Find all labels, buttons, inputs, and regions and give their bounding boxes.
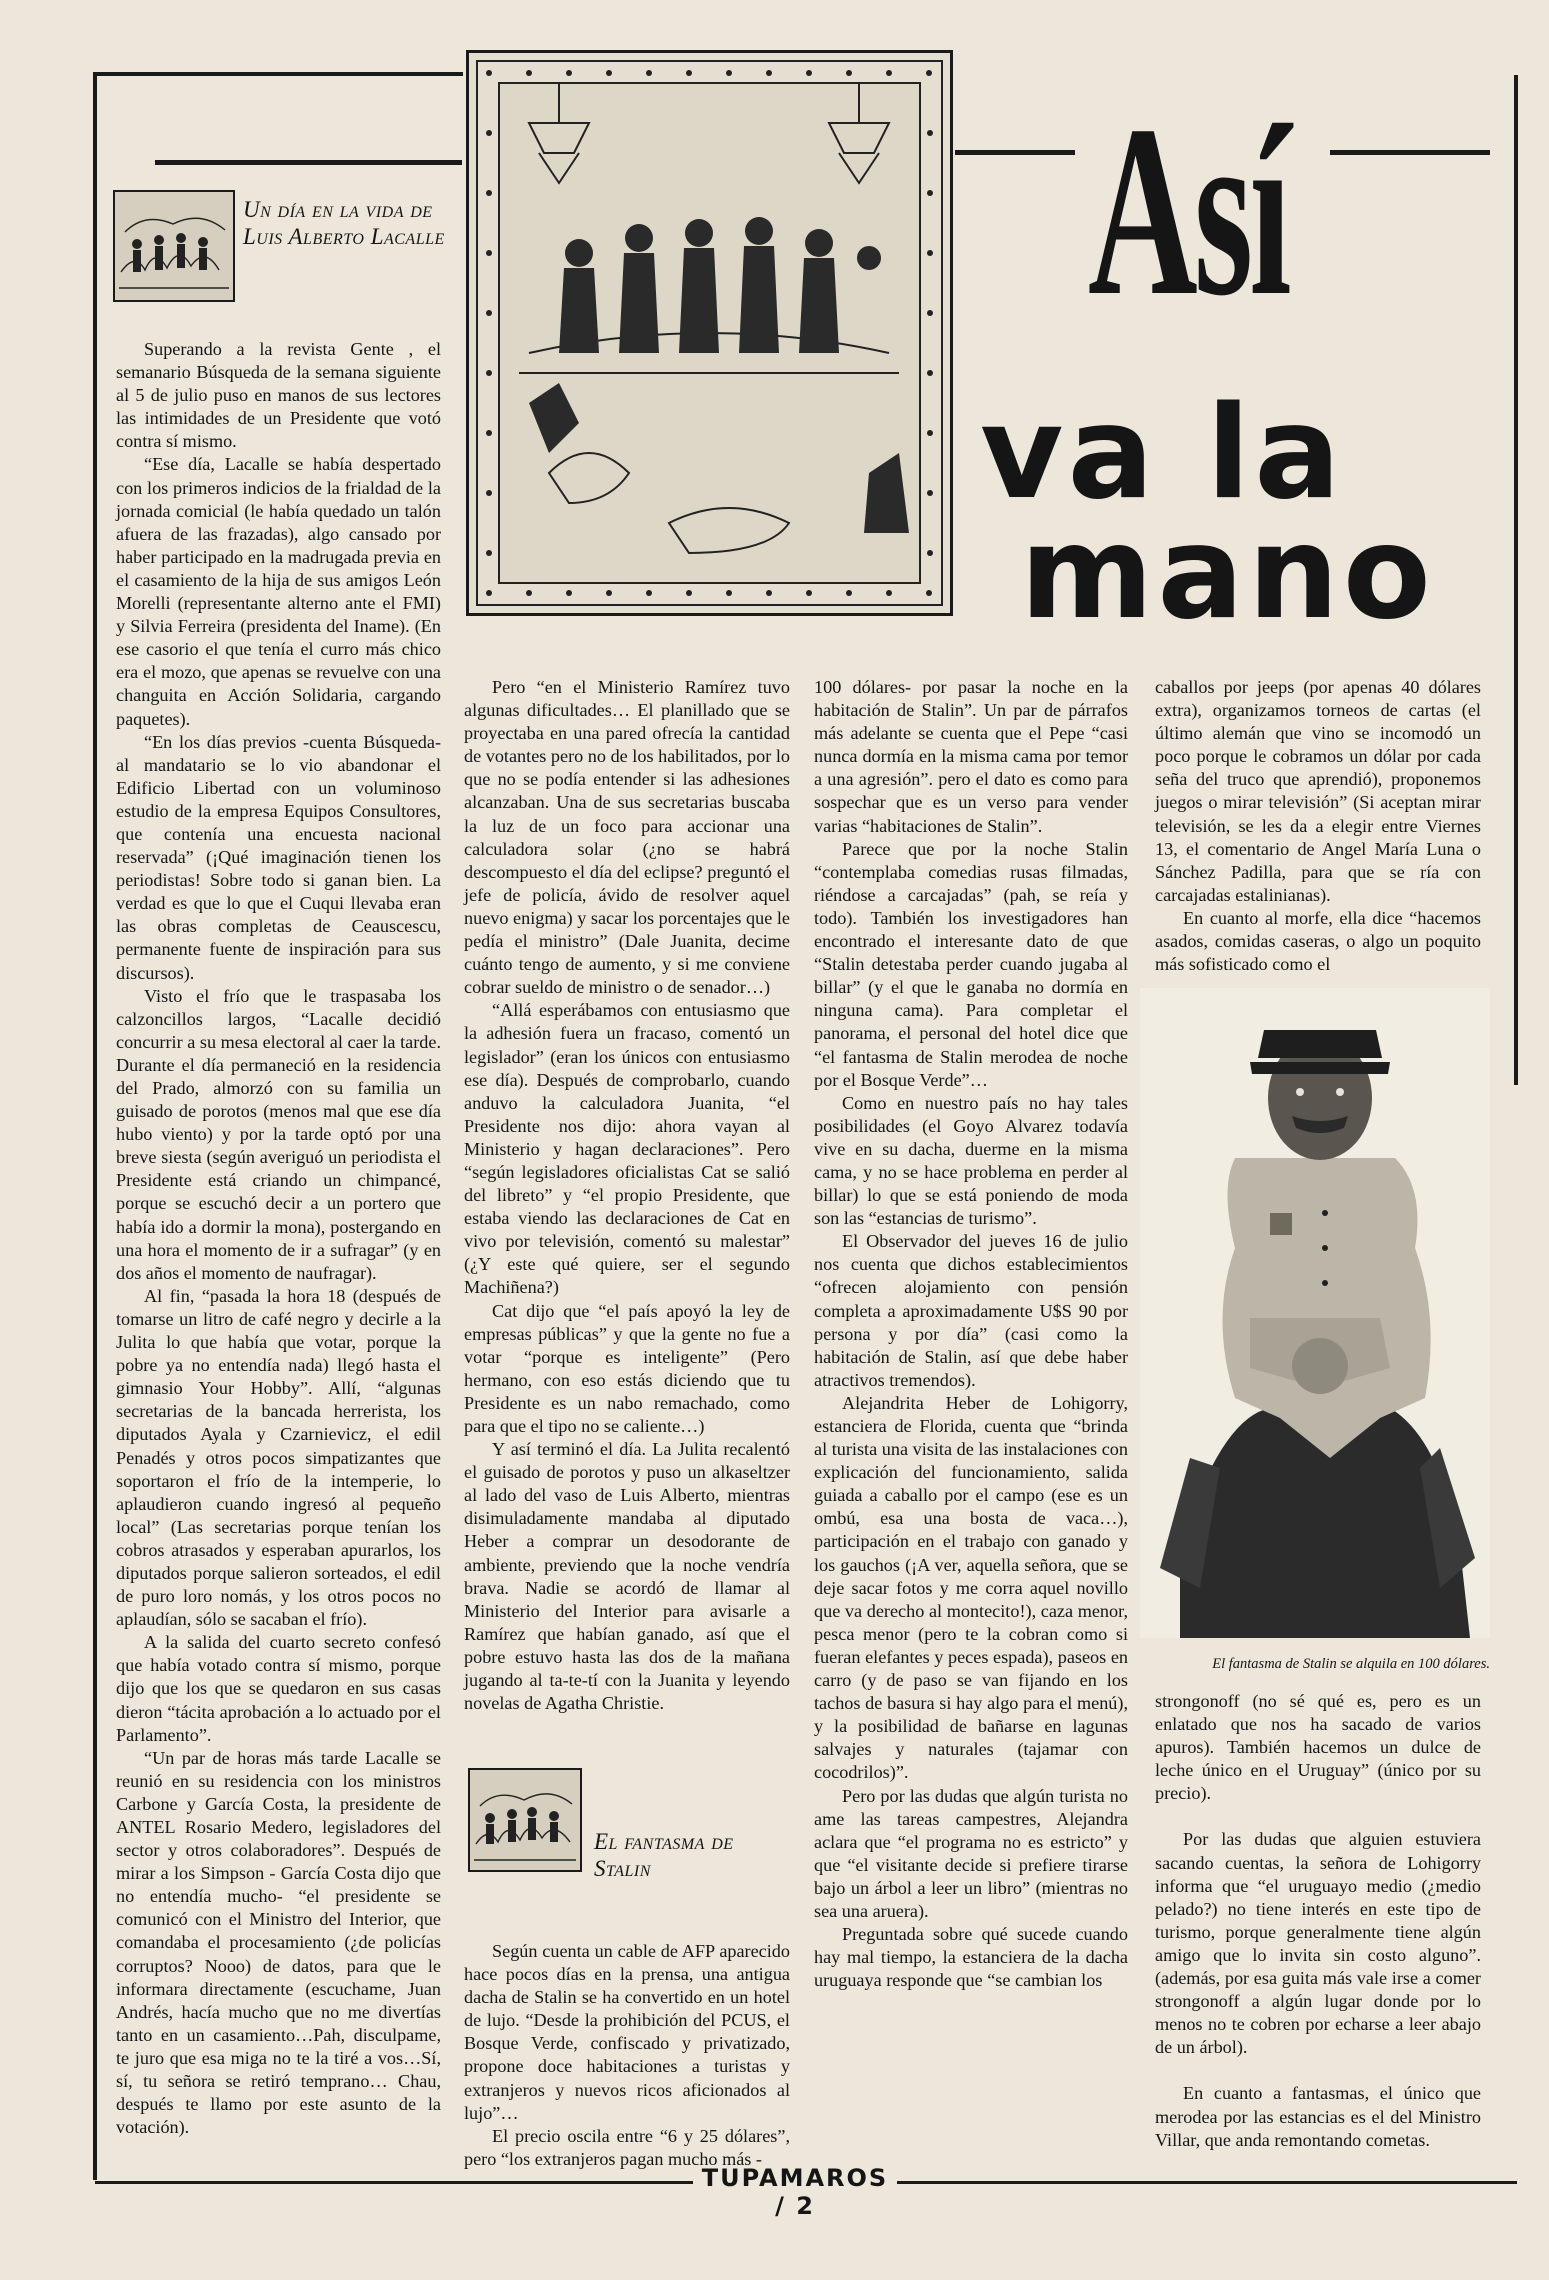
col3-paragraph: El Observador del jueves 16 de julio nos cuenta que dichos establecimientos “ofrecen alojamiento con pensión completa a aproximadamente U$S 90 por persona y por día” (casi como la habitación de Stalin, así que debe haber atractivos tremendos). (814, 1231, 1128, 1390)
col3-paragraph: 100 dólares- por pasar la noche en la habitación de Stalin”. Un par de párrafos más adelante se cuenta que el Pepe “casi nunca dormía en la misma cama por temor a una agresión”. pero el dato es como para sospechar que es un verso para vender varias “habitaciones de Stalin”. (814, 677, 1128, 836)
crowd-woodcut-icon (470, 1770, 580, 1870)
footer-rule-right (897, 2181, 1517, 2184)
col1-paragraph: Superando a la revista Gente , el semanario Búsqueda de la semana siguiente al 5 de julio puso en manos de sus lectores las intimidades de un Presidente que votó contra sí mismo. (116, 339, 441, 452)
col3-paragraph: Parece que por la noche Stalin “contemplaba comedias rusas filmadas, riéndose a carcajadas” (pah, se reía y todo). También los investigadores han encontrado el interesante dato de que “Stalin detestaba perder cuando jugaba al billar” (y el que le ganaba no dormía en ninguna cama). Para completar el panorama, el personal del hotel dice que “el fantasma de Stalin merodea de noche por el Bosque Verde”… (814, 838, 1128, 1090)
col2b-paragraph: El precio oscila entre “6 y 25 dólares”, pero “los extranjeros pagan mucho más - (464, 2125, 790, 2169)
col4b-paragraph: En cuanto a fantasmas, el único que merodea por las estancias es el del Ministro Villar, que anda remontando cometas. (1155, 2083, 1481, 2150)
col2-paragraph: Y así terminó el día. La Julita recalentó el guisado de porotos y puso un alkaseltzer al lado del vaso de Luis Alberto, mientras disimuladamente mandaba al diputado Heber a comprar un desodorante de ambiente, previendo que la noche vendría brava. Nadie se acordó de llamar al Ministerio del Interior para avisarle a Ramírez que habían ganado, así que el pobre estuvo hasta las dos de la mañana jugando al ta-te-tí con la Juanita y leyendo novelas de Agatha Christie. (464, 1439, 790, 1714)
col3-paragraph: Como en nuestro país no hay tales posibilidades (el Goyo Alvarez todavía vive en su dacha, duerme en la misma cama, y no se hace problema en perder al billar) lo que se está poniendo de moda son las “estancias de turismo”. (814, 1092, 1128, 1229)
footer-label: TUPAMAROS / 2 (701, 2164, 889, 2220)
header-rule-left (155, 160, 462, 165)
stalin-portrait-icon (1140, 988, 1490, 1638)
article-column-2 (464, 676, 790, 1715)
page-frame-top (93, 72, 463, 76)
banquet-illustration (466, 50, 953, 616)
article-column-2b (464, 1940, 790, 2171)
headline-line3: mano (1020, 499, 1435, 648)
col1-paragraph: Al fin, “pasada la hora 18 (después de tomarse un litro de café negro y decirle a la Julita lo que había que votar, porque la pobre ya no entendía nada) llegó hasta el gimnasio Your Hobby”. Allí, “algunas secretarias de la bancada herrerista, los diputados Ayala y Czarnievicz, el edil Penadés y otros pocos simpatizantes que soportaron el frío de la intemperie, lo aplaudieron cuando ingresó al pequeño local” (Las secretarias porque tenían los cobros atrasados y esperaban apurarlos, los diputados porque salieron sorteados, el edil de puro loro nomás, y los otros pocos no aplaudían, sólo se sacaban el frío). (116, 1285, 441, 1630)
col3-paragraph: Alejandrita Heber de Lohigorry, estanciera de Florida, cuenta que “brinda al turista una visita de las instalaciones con explicación del funcionamiento, salida guiada a caballo por el campo (ese es un ombú, esa una bosta de vaca…), participación en el trabajo con ganado y los gauchos (¡A ver, aquella señora, que se deje sacar fotos y me corra aquel novillo que va derecho al montecito!), caza menor, pesca menor (pero te la cobran como si fueran elefantes y peces espada), paseos en carro (y de paso se van fijando en los tachos de basura si hay algo para el menú), y la posibilidad de bañarse en lagunas salvajes y naturales (tajamar con cocodrilos)”. (814, 1392, 1128, 1783)
photo-caption: El fantasma de Stalin se alquila en 100 dólares. (1212, 1656, 1490, 1672)
col4-paragraph: En cuanto al morfe, ella dice “hacemos asados, comidas caseras, o algo un poquito más sofisticado como el (1155, 907, 1481, 975)
col1-paragraph: “Un par de horas más tarde Lacalle se reunió en su residencia con los ministros Carbone y García Costa, la presidente de ANTEL Rosario Medero, legisladores del sector y otros colaboradores”. Después de mirar a los Simpson - García Costa dijo que no entendía mucho- “el presidente se comunicó con el Ministro del Interior, que comandaba el procesamiento (¿de policías corruptos? Nooo) de datos, para que le informara directamente (escuchame, Juan Andrés, hacía mucho que no me divertías tanto en un casamiento…Pah, disculpame, te juro que esa miga no te la tiré a vos…Sí, sí, tu señora se retiró temprano… Chau, después te llamo por este asunto de la votación). (116, 1747, 441, 2138)
col1-paragraph: “En los días previos -cuenta Búsqueda- al mandatario se lo vio abandonar el Edificio Libertad con un voluminoso estudio de la empresa Equipos Consultores, que contenía una encuesta nacional reservada” (¡Qué imaginación tienen los periodistas! Sobre todo si ganan bien. La verdad es que lo que el Cuqui llevaba eran las obras completas de Ceauscescu, permanente fuente de inspiración para sus discursos). (116, 731, 441, 983)
banquet-engraving-icon (469, 53, 950, 613)
sidebar-woodcut (113, 190, 235, 302)
col2-paragraph: Pero “en el Ministerio Ramírez tuvo algunas dificultades… El planillado que se proyectaba en una pared ofrecía la cantidad de votantes pero no de los habilitados, por lo que no se podía entender si las adhesiones alcanzaban. Una de sus secretarias buscaba la luz de un foco para accionar una calculadora solar (¿no se habrá descompuesto el día del eclipse? preguntó el jefe de policía, ávido de resolver aquel nuevo enigma) y sacar los porcentajes que le pedía el ministro” (Dale Juanita, decime cuánto tengo de aumento, y si me conviene cobrar sueldo de ministro o de senador…) (464, 677, 790, 998)
article-column-4 (1155, 676, 1481, 976)
col2-paragraph: Cat dijo que “el país apoyó la ley de empresas públicas” y que la gente no fue a votar “porque es inteligente” (Pero hermano, con eso estás diciendo que tu Presidente es un nabo remachado, como para que el tipo no se caliente…) (464, 1300, 790, 1436)
section2-woodcut (468, 1768, 582, 1872)
col4b-paragraph: strongonoff (no sé qué es, pero es un enlatado que nos ha sacado de varios apuros). También hacemos un dulce de leche único en el Uruguay” (único por su precio). (1155, 1691, 1481, 1804)
header-rule-right-b (1330, 150, 1490, 155)
col3-paragraph: Pero por las dudas que algún turista no ame las tareas campestres, Alejandra aclara que “el programa no es estricto” y que “el visitante decide si prefiere tirarse bajo un árbol a leer un libro” (mientras no sea una aruera). (814, 1785, 1128, 1921)
article-column-1 (116, 338, 441, 2139)
page-frame-left (93, 72, 97, 2180)
section2-kicker: El fantasma de Stalin (594, 1829, 734, 1881)
header-rule-right-a (955, 150, 1075, 155)
col2-paragraph: “Allá esperábamos con entusiasmo que la adhesión fuera un fracaso, comentó un legislador” (eran los únicos con entusiasmo ese día). Después de comprobarlo, cuando anduvo la calculadora Juanita, “el Presidente nos dijo: ahora vayan al Ministerio y hagan declaraciones”. Pero “según legisladores oficialistas Cat se salió del libreto” y “el propio Presidente, que estaba viendo las declaraciones de Cat en vivo por televisión, comentó su malestar” (¿Y este qué quiere, ser el segundo Machiñena?) (464, 1000, 790, 1298)
col3-paragraph: Preguntada sobre qué sucede cuando hay mal tiempo, la estanciera de la dacha uruguaya responde que “se cambian los (814, 1924, 1128, 1991)
col4-paragraph: caballos por jeeps (por apenas 40 dólares extra), organizamos torneos de cartas (el último alemán que vino se incomodó un poco porque le cobramos un dólar por cada seña del truco que aprendió), proponemos juegos o mirar televisión” (Si aceptan mirar televisión, se les da a elegir entre Viernes 13, el comentario de Angel María Luna o Sánchez Padilla, para que se ría con carcajadas estalinianas). (1155, 677, 1481, 905)
col1-paragraph: A la salida del cuarto secreto confesó que había votado contra sí mismo, porque dijo que los que se quedaron en sus casas dieron “tácita aprobación a lo actuado por el Parlamento”. (116, 1632, 441, 1745)
headline-line2: va la (980, 379, 1345, 528)
crowd-woodcut-icon (115, 192, 233, 300)
article-column-4b (1155, 1690, 1481, 2152)
col2b-paragraph: Según cuenta un cable de AFP aparecido hace pocos días en la prensa, una antigua dacha de Stalin se ha convertido en un hotel de lujo. “Desde la prohibición del PCUS, el Bosque Verde, confiscado y privatizado, propone doce habitaciones a turistas y extranjeros y nuevos ricos aficionados al lujo”… (464, 1941, 790, 2123)
col1-paragraph: “Ese día, Lacalle se había despertado con los primeros indicios de la frialdad de la jornada comicial (le había quedado un talón afuera de las frazadas), algo cansado por haber participado en la madrugada previa en el casamiento de la hija de sus amigos León Morelli (representante alterno ante el FMI) y Silvia Ferreira (presidenta del Iname). (En ese casorio el que tenía el curro más chico era el mozo, que apenas se revuelve con una changuita en Acción Solidaria, cargando paquetes). (116, 454, 441, 729)
page-frame-right (1514, 75, 1518, 1085)
col1-paragraph: Visto el frío que le traspasaba los calzoncillos largos, “Lacalle decidió concurrir a su mesa electoral al caer la tarde. Durante el día permaneció en la residencia del Prado, almorzó con su familia un guisado de porotos (menos mal que ese día hubo viento) y por la tarde optó por una breve siesta (según averiguó un periodista el Presidente está criando un chimpancé, porque se escuchó decir a un portero que había ido a dormir la mona), postergando en una hora el momento de ir a sufragar” (y en dos años el momento de naufragar). (116, 985, 441, 1283)
col4b-paragraph: Por las dudas que alguien estuviera sacando cuentas, la señora de Lohigorry informa que “el uruguayo medio (¿medio pelado?) no tiene interés en este tipo de turismo, porque generalmente tiene algún amigo que lo invita sin costo alguno”. (además, por esa guita más vale irse a comer strongonoff a algún lugar donde por lo menos no te cobren por echarse a leer abajo de un árbol). (1155, 1829, 1481, 2058)
footer-rule-left (95, 2181, 693, 2184)
sidebar-kicker: Un día en la vida de Luis Alberto Lacalle (243, 197, 445, 249)
article-column-3 (814, 676, 1128, 1992)
stalin-photo (1140, 988, 1490, 1638)
headline-line1: Así (1088, 75, 1288, 346)
